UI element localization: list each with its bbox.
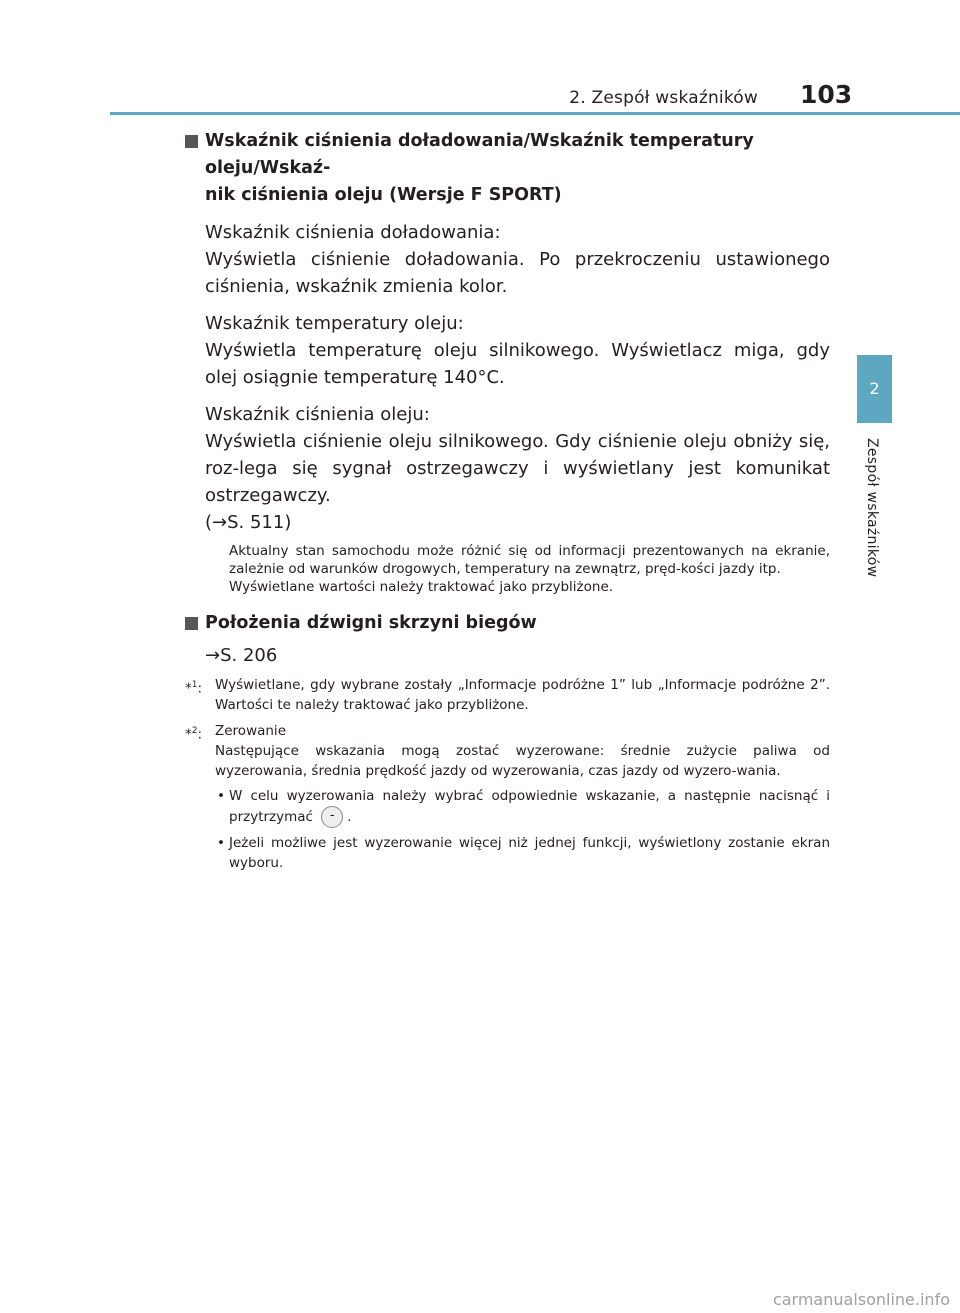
square-bullet-icon — [185, 135, 198, 148]
boost-gauge-paragraph — [205, 219, 830, 300]
oil-temp-text: Wyświetla temperaturę oleju silnikowego. Wyświetlacz miga, gdy olej osiągnie temperaturę 140°C. — [205, 340, 830, 388]
oil-temp-paragraph — [205, 310, 830, 391]
shift-heading-text: Położenia dźwigni skrzyni biegów — [205, 613, 537, 633]
header-title: 2. Zespół wskaźników — [569, 88, 758, 108]
heading-line-2: nik ciśnienia oleju (Wersje F SPORT) — [205, 185, 562, 205]
heading-line-1: Wskaźnik ciśnienia doładowania/Wskaźnik temperatury oleju/Wskaź- — [205, 131, 754, 178]
footnote-1-text: Wyświetlane, gdy wybrane zostały „Informacje podróżne 1” lub „Informacje podróżne 2”. Wartości te należy traktować jako przybliżone. — [215, 677, 830, 713]
oil-pressure-text: Wyświetla ciśnienie oleju silnikowego. Gdy ciśnienie oleju obniży się, roz-lega się sygnał ostrzegawczy i wyświetlany jest komunikat ostrzegawczy. — [205, 431, 830, 506]
square-bullet-icon — [185, 617, 198, 630]
page-number: 103 — [800, 80, 853, 109]
list-item: • W celu wyzerowania należy wybrać odpowiednie wskazanie, a następnie nacisnąć i przytrzymać - . — [185, 786, 830, 828]
page-content — [185, 128, 830, 873]
note-line-2: Wyświetlane wartości należy traktować jako przybliżone. — [229, 579, 614, 595]
footnote-2-title: Zerowanie — [215, 723, 286, 739]
oil-temp-title: Wskaźnik temperatury oleju: — [205, 313, 464, 334]
shift-page-ref[interactable]: →S. 206 — [205, 645, 278, 666]
header-rule — [110, 112, 960, 115]
footnote-1: *$^1$: Wyświetlane, gdy wybrane zostały „Informacje podróżne 1” lub „Informacje podróżne 2”. Wartości te należy traktować jako przybliżone. — [185, 677, 830, 713]
ok-button-icon: - — [321, 806, 343, 828]
oil-pressure-paragraph — [205, 401, 830, 536]
boost-gauge-text: Wyświetla ciśnienie doładowania. Po przekroczeniu ustawionego ciśnienia, wskaźnik zmienia kolor. — [205, 249, 830, 297]
watermark: carmanualsonline.info — [772, 1290, 950, 1309]
footnote-2: *$^2$: Zerowanie Następujące wskazania mogą zostać wyzerowane: średnie zużycie paliwa od wyzerowania, średnia prędkość jazdy od wyzerowania, czas jazdy od wyzero-wania. — [185, 723, 830, 779]
accuracy-note — [229, 542, 830, 596]
boost-gauge-title: Wskaźnik ciśnienia doładowania: — [205, 222, 501, 243]
section-heading-shift — [185, 610, 830, 637]
oil-pressure-ref[interactable]: (→S. 511) — [205, 512, 292, 533]
chapter-side-label: Zespół wskaźników — [864, 438, 880, 578]
footnote-2-text: Następujące wskazania mogą zostać wyzerowane: średnie zużycie paliwa od wyzerowania, średnia prędkość jazdy od wyzerowania, czas jazdy od wyzero-wania. — [215, 743, 830, 779]
section-heading-gauges — [185, 128, 830, 209]
list-item: • Jeżeli możliwe jest wyzerowanie więcej niż jednej funkcji, wyświetlony zostanie ekran wyboru. — [217, 835, 830, 871]
oil-pressure-title: Wskaźnik ciśnienia oleju: — [205, 404, 430, 425]
note-line-1: Aktualny stan samochodu może różnić się od informacji prezentowanych na ekranie, zależnie od warunków drogowych, temperatury na zewnątrz, pręd-kości jazdy itp. — [229, 543, 830, 577]
chapter-tab: 2 — [857, 355, 892, 423]
